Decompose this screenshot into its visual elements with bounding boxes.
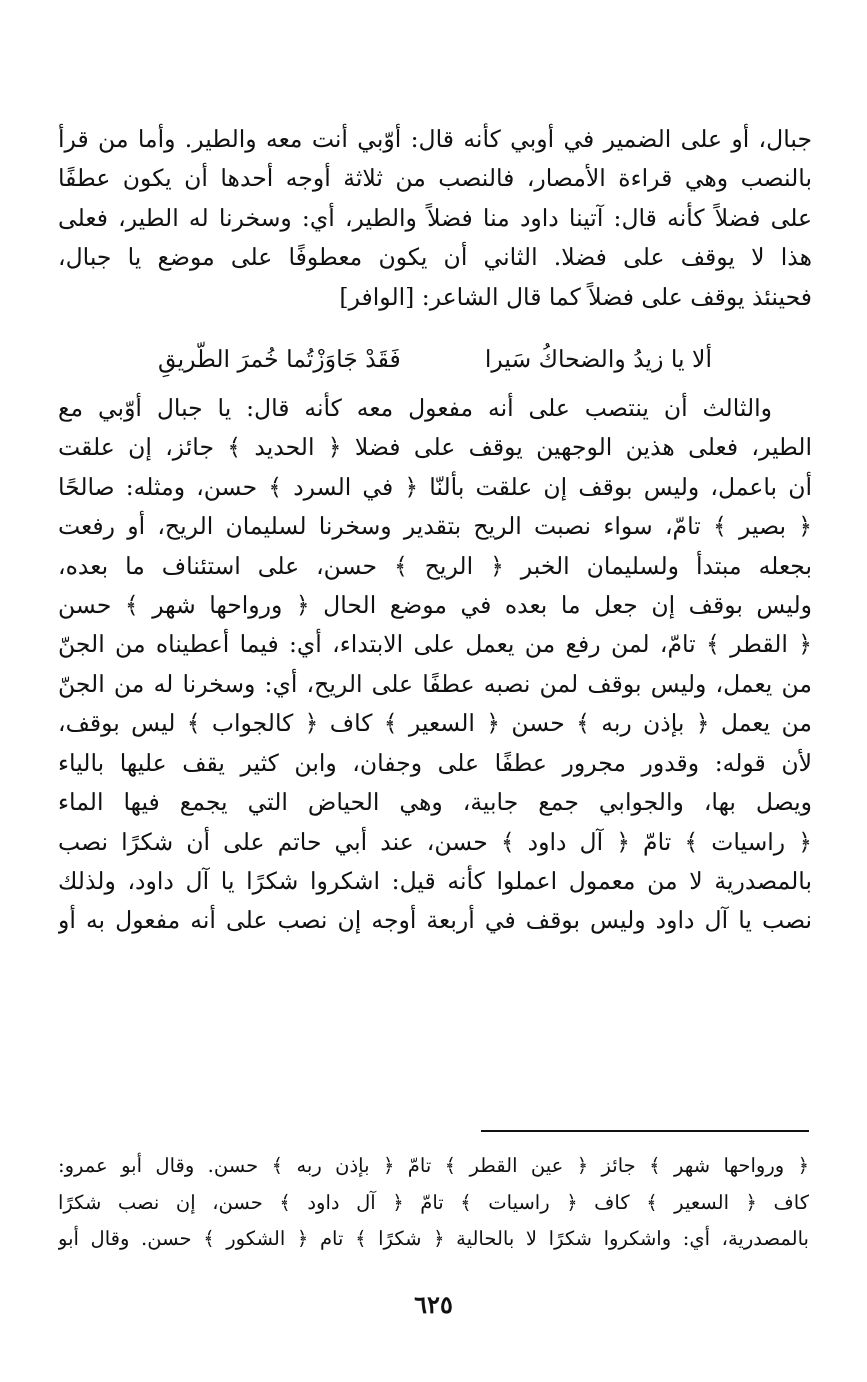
text-line: بالمصدرية لا من معمول اعملوا كأنه قيل: اشكروا شكرًا يا آل داود، ولذلك [58,866,812,895]
text-line: ﴿ بصير ﴾ تامّ، سواء نصبت الريح بتقدير وسخرنا لسليمان الريح، أو رفعت [58,512,812,541]
verse-first-hemistich: ألا يا زيدُ والضحاكُ سَيرا [484,345,712,374]
text-line: هذا لا يوقف على فضلا. الثاني أن يكون معطوفًا على موضع يا جبال، [58,243,812,272]
main-text [58,120,812,941]
text-line: فحينئذ يوقف على فضلاً كما قال الشاعر: [الوافر] [339,282,812,311]
text-line: من يعمل ﴿ بإذن ربه ﴾ حسن ﴿ السعير ﴾ كاف ﴿ كالجواب ﴾ ليس بوقف، [58,709,812,738]
text-line: أن باعمل، وليس بوقف إن علقت بألنّا ﴿ في السرد ﴾ حسن، ومثله: صالحًا [58,472,812,501]
text-line: من يعمل، وليس بوقف لمن نصبه عطفًا على الريح، أي: وسخرنا له من الجنّ [58,669,812,698]
verse-second-hemistich: فَقَدْ جَاوَزْتُما خُمرَ الطّريقِ [158,345,401,374]
footnote-line: بالمصدرية، أي: واشكروا شكرًا لا بالحالية ﴿ شكرًا ﴾ تام ﴿ الشكور ﴾ حسن. وقال أبو [58,1227,809,1250]
text-line: لأن قوله: وقدور مجرور عطفًا على وجفان، وابن كثير يقف عليها بالياء [58,748,812,777]
text-line: ﴿ القطر ﴾ تامّ، لمن رفع من يعمل على الابتداء، أي: فيما أعطيناه من الجنّ [58,630,812,659]
text-line: ويصل بها، والجوابي جمع جابية، وهي الحياض التي يجمع فيها الماء [58,788,812,817]
footnote-separator [481,1130,809,1132]
page-number: ٦٢٥ [414,1290,453,1319]
text-line: الطير، فعلى هذين الوجهين يوقف على فضلا ﴿ الحديد ﴾ جائز، إن علقت [58,433,812,462]
footnote-line: ﴿ ورواحها شهر ﴾ جائز ﴿ عين القطر ﴾ تامّ ﴿ بإذن ربه ﴾ حسن. وقال أبو عمرو: [58,1154,809,1177]
text-line: والثالث أن ينتصب على أنه مفعول معه كأنه قال: يا جبال أوّبي مع [58,394,772,423]
poetry-verse [158,339,712,379]
footnote-line: كاف ﴿ السعير ﴾ كاف ﴿ راسيات ﴾ تامّ ﴿ آل داود ﴾ حسن، إن نصب شكرًا [58,1190,809,1214]
text-line: بالنصب وهي قراءة الأمصار، فالنصب من ثلاثة أوجه أحدها أن يكون عطفًا [58,164,812,193]
text-line: بجعله مبتدأ ولسليمان الخبر ﴿ الريح ﴾ حسن، على استئناف ما بعده، [58,551,812,580]
footnotes [58,1148,809,1258]
text-line: ﴿ راسيات ﴾ تامّ ﴿ آل داود ﴾ حسن، عند أبي حاتم على أن شكرًا نصب [58,827,812,856]
text-line: وليس بوقف إن جعل ما بعده في موضع الحال ﴿ ورواحها شهر ﴾ حسن [58,591,812,620]
text-line: نصب يا آل داود وليس بوقف في أربعة أوجه إن نصب على أنه مفعول به أو [58,906,812,935]
text-line: على فضلاً كأنه قال: آتينا داود منا فضلاً والطير، أي: وسخرنا له الطير، فعلى [58,203,812,232]
text-line: جبال، أو على الضمير في أوبي كأنه قال: أوّبي أنت معه والطير. وأما من قرأ [58,125,812,153]
